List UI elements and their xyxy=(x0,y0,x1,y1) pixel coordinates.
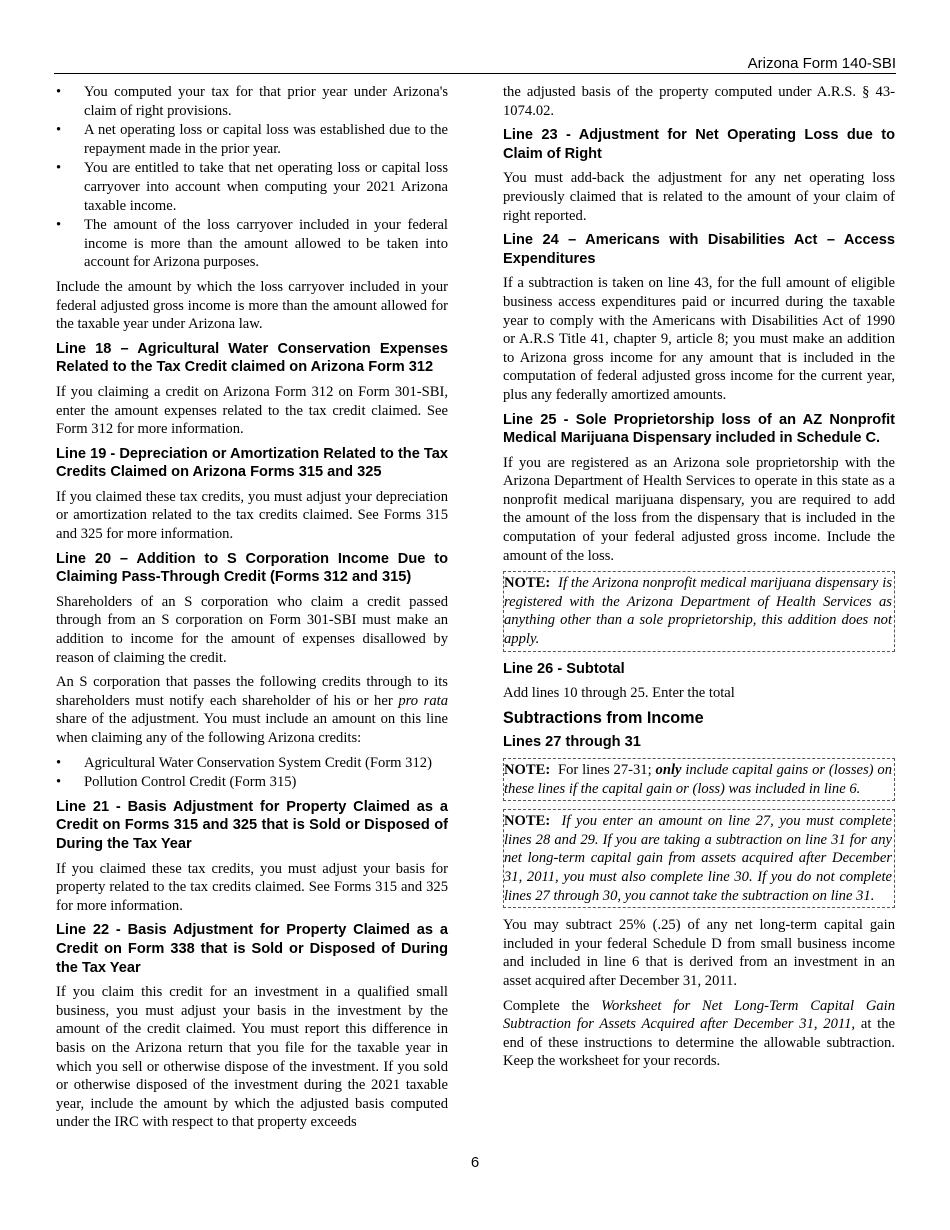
heading-line-25: Line 25 - Sole Proprietorship loss of an AZ Nonprofit Medical Marijuana Dispensary included in Schedule C. xyxy=(503,411,895,447)
heading-line-23: Line 23 - Adjustment for Net Operating Loss due to Claim of Right xyxy=(503,127,895,162)
note-line-27 xyxy=(503,809,895,908)
note-capital-gains: NOTE: For lines 27-31; only include capital gains or (losses) on these lines if the capital gain or (loss) was included in line 6. xyxy=(503,758,895,801)
heading-line-26: Line 26 - Subtotal xyxy=(503,660,625,677)
paragraph-line-19: If you claimed these tax credits, you must adjust your depreciation or amortization related to the tax credits claimed. See Forms 315 and 325 for more information. xyxy=(56,488,448,543)
left-column xyxy=(56,83,448,1138)
only-emphasis: only xyxy=(655,762,682,778)
heading-subtractions: Subtractions from Income xyxy=(503,708,704,727)
paragraph-line-25: If you are registered as an Arizona sole proprietorship with the Arizona Department of Health Services to operate in this state as a nonprofit medical marijuana dispensary, you are required to add the amount of the loss from the dispensary that is included in the computation of your federal adjusted gross income. Include the amount of the loss. xyxy=(503,454,895,564)
paragraph-line-22-continued: the adjusted basis of the property computed under A.R.S. § 43-1074.02. xyxy=(503,84,895,119)
paragraph-line-24: If a subtraction is taken on line 43, for the full amount of eligible business access expenditures paid or incurred during the taxable year to comply with the Americans with Disabilities Act of 1990 or A.R.S Title 41, chapter 9, article 8; you must make an addition to Arizona gross income for any amount that is included in the computation of federal adjusted gross income for the current year, plus any federally amortized amounts. xyxy=(503,275,895,403)
list-item: • A net operating loss or capital loss was established due to the repayment made in the prior year. xyxy=(56,121,448,158)
note-text: If you enter an amount on line 27, you must complete lines 28 and 29. If you are taking a subtraction on line 31 for any net long-term capital gain from assets acquired after December 31, 2011, you must also complete line 30. If you do not complete lines 27 through 30, you cannot take the subtraction on line 31. xyxy=(504,813,892,904)
worksheet-title: Worksheet for Net Long-Term Capital Gain Subtraction for Assets Acquired after December 31, 2011, xyxy=(503,997,896,1033)
note-text: If the Arizona nonprofit medical marijuana dispensary is registered with the Arizona Department of Health Services as anything other than a sole proprietorship, this addition does not apply. xyxy=(504,575,892,648)
note-label: NOTE: xyxy=(504,762,551,778)
pass-through-credits-list xyxy=(56,754,448,792)
note-dispensary xyxy=(503,571,895,651)
paragraph-line-22: If you claim this credit for an investment in a qualified small business, you must adjust your basis in the investment by the amount of the credit claimed. You must report this difference in basis on the Arizona return that you file for the taxable year in which you sell or otherwise dispose of the investment. If you sold or otherwise disposed of the investment during the 2021 taxable year, include the amount by which the adjusted basis computed under the IRC with respect to that property exceeds xyxy=(56,984,448,1131)
paragraph-subtract: You may subtract 25% (.25) of any net long-term capital gain included in your federal Schedule D from small business income and included in line 6 that is derived from an investment in an asset acquired after December 31, 2011. xyxy=(503,917,895,989)
heading-line-20: Line 20 – Addition to S Corporation Income Due to Claiming Pass-Through Credit (Forms 312 and 315) xyxy=(56,550,448,586)
page-number: 6 xyxy=(470,1154,480,1171)
paragraph-line-21: If you claimed these tax credits, you must adjust your basis for property related to the tax credits claimed. See Forms 315 and 325 for more information. xyxy=(56,860,448,914)
pro-rata-emphasis: pro rata xyxy=(398,692,448,709)
paragraph-line-20b: An S corporation that passes the following credits through to its shareholders must notify each shareholder of his or her pro rata share of the adjustment. You must include an amount on this line when claiming any of the following Arizona credits: xyxy=(56,674,448,746)
list-item: • The amount of the loss carryover included in your federal income is more than the amount allowed to be taken into account for Arizona purposes. xyxy=(56,216,448,272)
list-item: • Agricultural Water Conservation System Credit (Form 312) xyxy=(56,754,448,773)
form-title: Arizona Form 140-SBI xyxy=(747,55,896,72)
paragraph-include-loss: Include the amount by which the loss carryover included in your federal adjusted gross income is more than the amount allowed for the taxable year under Arizona law. xyxy=(56,278,448,333)
heading-lines-27-31: Lines 27 through 31 xyxy=(503,734,641,751)
heading-line-21: Line 21 - Basis Adjustment for Property Claimed as a Credit on Forms 315 and 325 that is Sold or Disposed of During the Tax Year xyxy=(56,798,448,852)
paragraph-line-18: If you claiming a credit on Arizona Form 312 on Form 301-SBI, enter the amount expenses related to the tax credit claimed. See Form 312 for more information. xyxy=(56,383,448,438)
paragraph-line-23: You must add-back the adjustment for any net operating loss previously claimed that is related to the amount of your claim of right reported. xyxy=(503,170,895,224)
claim-of-right-conditions-list xyxy=(56,83,448,272)
note-label: NOTE: xyxy=(504,813,551,830)
heading-line-24: Line 24 – Americans with Disabilities Act – Access Expenditures xyxy=(503,232,895,267)
note-label: NOTE: xyxy=(504,575,551,592)
paragraph-complete-worksheet: Complete the Worksheet for Net Long-Term Capital Gain Subtraction for Assets Acquired after December 31, 2011, at the end of these instructions to determine the allowable subtraction. Keep the worksheet for your records. xyxy=(503,997,896,1070)
list-item: • You are entitled to take that net operating loss or capital loss carryover into account when computing your 2021 Arizona taxable income. xyxy=(56,159,448,215)
heading-line-18: Line 18 – Agricultural Water Conservation Expenses Related to the Tax Credit claimed on Arizona Form 312 xyxy=(56,340,448,376)
paragraph-line-26: Add lines 10 through 25. Enter the total xyxy=(503,685,735,702)
heading-line-19: Line 19 - Depreciation or Amortization Related to the Tax Credits Claimed on Arizona Forms 315 and 325 xyxy=(56,445,448,481)
paragraph-line-20a: Shareholders of an S corporation who claim a credit passed through from an S corporation on Form 301-SBI must make an addition to income for the amount of expenses disallowed by reason of claiming the credit. xyxy=(56,593,448,666)
list-item: • Pollution Control Credit (Form 315) xyxy=(56,773,448,792)
heading-line-22: Line 22 - Basis Adjustment for Property Claimed as a Credit on Form 338 that is Sold or Disposed of During the Tax Year xyxy=(56,922,448,976)
right-column xyxy=(503,83,895,1077)
list-item: • You computed your tax for that prior year under Arizona's claim of right provisions. xyxy=(56,83,448,120)
header-rule xyxy=(54,73,896,74)
